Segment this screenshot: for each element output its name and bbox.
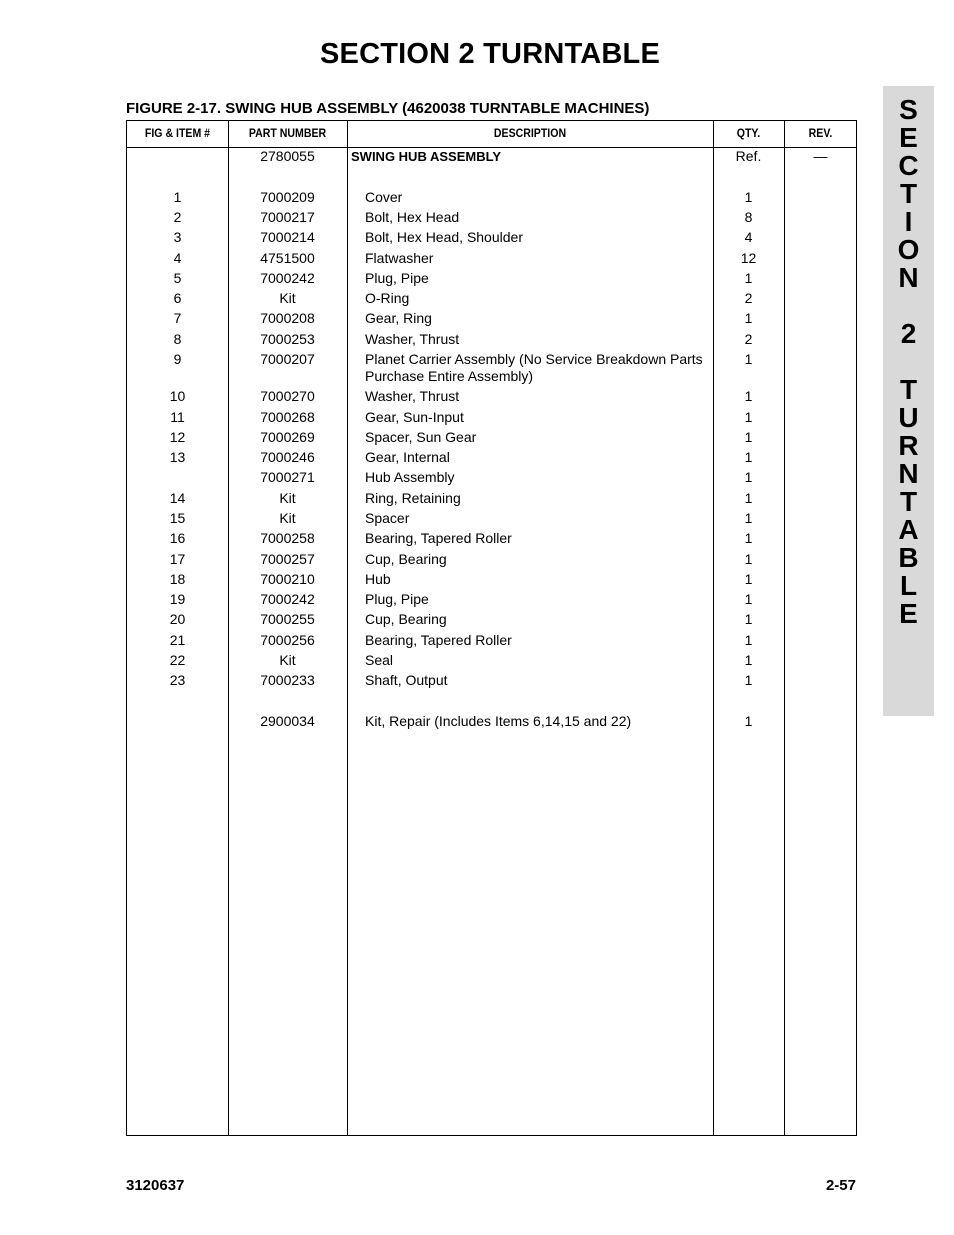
quantity: 1 [744, 591, 753, 607]
item-number: 14 [169, 490, 186, 506]
part-number: 7000271 [260, 469, 315, 485]
description-line: Purchase Entire Assembly) [365, 368, 534, 384]
part-number: 7000242 [260, 270, 315, 286]
part-description: Cover [365, 189, 403, 205]
part-description: Spacer, Sun Gear [365, 429, 477, 445]
part-description: Cup, Bearing [365, 551, 447, 567]
part-number: 7000258 [260, 530, 315, 546]
side-tab-letter: S [899, 94, 918, 125]
part-number: 7000210 [260, 571, 315, 587]
item-number: 5 [173, 270, 182, 286]
item-number: 19 [169, 591, 186, 607]
part-number: 4751500 [260, 250, 315, 266]
quantity: 1 [744, 409, 753, 425]
part-description: Plug, Pipe [365, 270, 429, 286]
part-number: 7000257 [260, 551, 315, 567]
column-header-item: FIG & ITEM # [144, 126, 211, 140]
part-description: Seal [365, 652, 394, 668]
part-description: Bearing, Tapered Roller [365, 632, 512, 648]
item-number: 1 [173, 189, 182, 205]
side-tab-letter: T [899, 178, 918, 209]
quantity: 1 [744, 270, 753, 286]
part-description: Washer, Thrust [365, 388, 460, 404]
side-tab-letter: I [904, 206, 913, 237]
part-description: Kit, Repair (Includes Items 6,14,15 and 22) [365, 713, 632, 729]
item-number: 4 [173, 250, 182, 266]
quantity: 1 [744, 388, 753, 404]
side-tab-letter: L [899, 570, 918, 601]
quantity: 1 [744, 571, 753, 587]
quantity: 1 [744, 652, 753, 668]
part-number: 7000209 [260, 189, 315, 205]
item-number: 6 [173, 290, 182, 306]
parts-table [126, 120, 857, 1136]
part-description: Bearing, Tapered Roller [365, 530, 512, 546]
item-number: 3 [173, 229, 182, 245]
document-number: 3120637 [126, 1177, 185, 1194]
quantity: 12 [740, 250, 757, 266]
part-description: Washer, Thrust [365, 331, 460, 347]
column-divider [784, 121, 785, 1135]
side-tab-letter: T [899, 486, 918, 517]
item-number: 21 [169, 632, 186, 648]
part-number: Kit [279, 490, 296, 506]
part-number: 7000214 [260, 229, 315, 245]
part-number: 7000207 [260, 351, 315, 367]
quantity: 1 [744, 551, 753, 567]
section-title: SECTION 2 TURNTABLE [320, 38, 660, 70]
item-number: 20 [169, 611, 186, 627]
part-number: 7000269 [260, 429, 315, 445]
part-description: Shaft, Output [365, 672, 448, 688]
item-number: 16 [169, 530, 186, 546]
side-tab-letter: C [898, 150, 919, 181]
quantity: 1 [744, 449, 753, 465]
part-number: Kit [279, 652, 296, 668]
description-line: Planet Carrier Assembly (No Service Breakdown Parts [365, 351, 703, 367]
side-tab-letter: U [898, 402, 919, 433]
item-number: 13 [169, 449, 186, 465]
figure-title: FIGURE 2-17. SWING HUB ASSEMBLY (4620038 TURNTABLE MACHINES) [126, 100, 650, 117]
quantity: 1 [744, 469, 753, 485]
side-tab-letter: R [898, 430, 919, 461]
part-number: 2780055 [260, 148, 315, 164]
part-description: Ring, Retaining [365, 490, 461, 506]
side-tab-letter: O [897, 234, 920, 265]
quantity: 2 [744, 331, 753, 347]
quantity: 1 [744, 672, 753, 688]
quantity: 1 [744, 530, 753, 546]
part-number: 7000255 [260, 611, 315, 627]
column-divider [347, 121, 348, 1135]
part-number: 7000242 [260, 591, 315, 607]
quantity: 1 [744, 510, 753, 526]
item-number: 18 [169, 571, 186, 587]
part-number: 7000217 [260, 209, 315, 225]
item-number: 17 [169, 551, 186, 567]
column-header-qty: QTY. [736, 126, 761, 140]
quantity: 4 [744, 229, 753, 245]
item-number: 15 [169, 510, 186, 526]
part-number: Kit [279, 510, 296, 526]
part-number: Kit [279, 290, 296, 306]
part-description: Gear, Sun-Input [365, 409, 464, 425]
item-number: 22 [169, 652, 186, 668]
item-number: 8 [173, 331, 182, 347]
item-number: 2 [173, 209, 182, 225]
part-description: Gear, Ring [365, 310, 432, 326]
side-tab-letter: N [898, 262, 919, 293]
part-description: Hub Assembly [365, 469, 455, 485]
side-tab-letter: N [898, 458, 919, 489]
side-tab-letter: E [899, 598, 918, 629]
part-description: Flatwasher [365, 250, 434, 266]
part-number: 7000256 [260, 632, 315, 648]
column-header-description: DESCRIPTION [493, 126, 567, 140]
part-number: 2900034 [260, 713, 315, 729]
part-number: 7000233 [260, 672, 315, 688]
part-description: Bolt, Hex Head [365, 209, 460, 225]
part-description: Cup, Bearing [365, 611, 447, 627]
item-number: 10 [169, 388, 186, 404]
part-description: Hub [365, 571, 391, 587]
side-tab-letter: T [899, 374, 918, 405]
quantity: 1 [744, 189, 753, 205]
side-tab-letter: A [898, 514, 919, 545]
quantity: 1 [744, 429, 753, 445]
part-description [365, 351, 710, 385]
item-number: 9 [173, 351, 182, 367]
quantity: 1 [744, 611, 753, 627]
part-description: SWING HUB ASSEMBLY [351, 149, 501, 164]
part-number: 7000268 [260, 409, 315, 425]
side-tab-letter: E [899, 122, 918, 153]
quantity: Ref. [735, 148, 762, 164]
part-description: O-Ring [365, 290, 410, 306]
part-number: 7000253 [260, 331, 315, 347]
quantity: 1 [744, 490, 753, 506]
revision: — [813, 148, 828, 164]
part-description: Gear, Internal [365, 449, 450, 465]
quantity: 1 [744, 632, 753, 648]
item-number: 7 [173, 310, 182, 326]
item-number: 12 [169, 429, 186, 445]
side-tab-letter: B [898, 542, 919, 573]
column-header-part-number: PART NUMBER [248, 126, 327, 140]
section-side-tab [883, 86, 934, 716]
quantity: 2 [744, 290, 753, 306]
item-number: 11 [170, 409, 185, 425]
page-number: 2-57 [825, 1177, 856, 1194]
quantity: 1 [744, 310, 753, 326]
item-number: 23 [169, 672, 186, 688]
part-number: 7000208 [260, 310, 315, 326]
side-tab-letter: 2 [900, 318, 917, 349]
quantity: 1 [744, 351, 753, 367]
part-number: 7000270 [260, 388, 315, 404]
quantity: 8 [744, 209, 753, 225]
column-header-rev: REV. [808, 126, 833, 140]
part-description: Bolt, Hex Head, Shoulder [365, 229, 523, 245]
quantity: 1 [744, 713, 753, 729]
part-number: 7000246 [260, 449, 315, 465]
part-description: Plug, Pipe [365, 591, 429, 607]
part-description: Spacer [365, 510, 410, 526]
